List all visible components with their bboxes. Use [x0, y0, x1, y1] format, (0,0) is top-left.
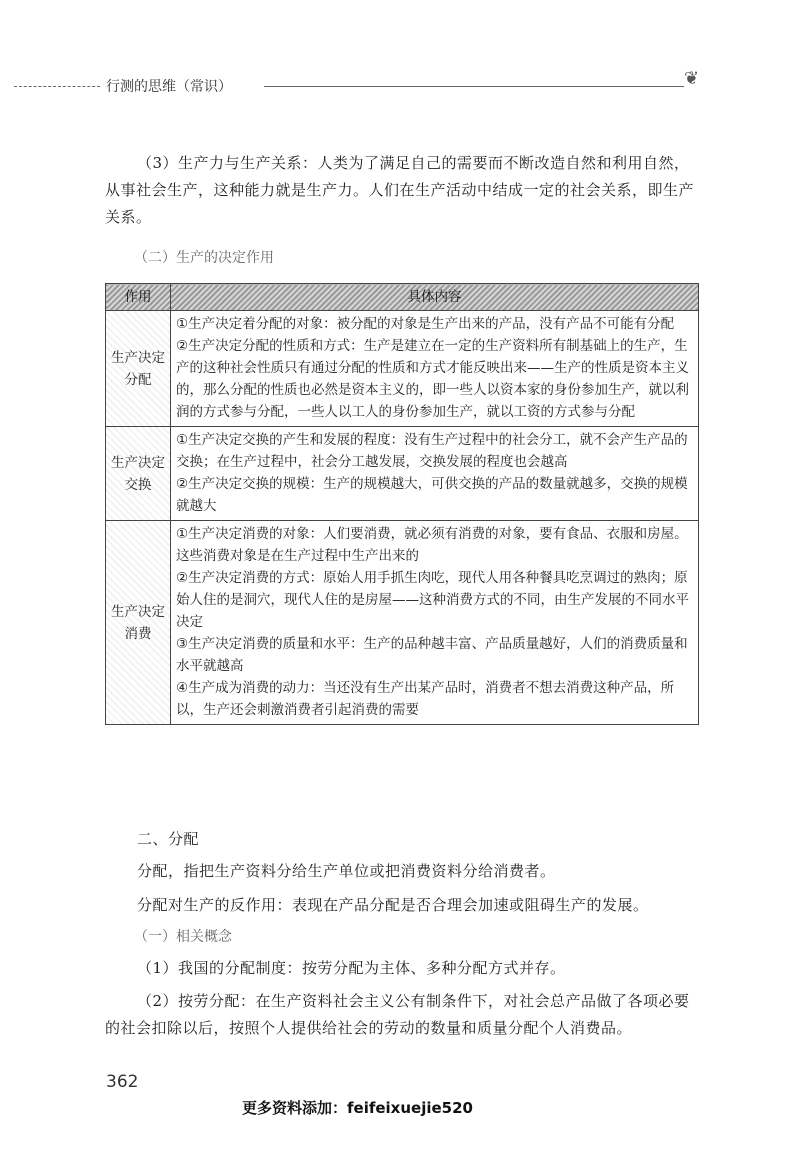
- table-row: [106, 521, 699, 725]
- table-point: ②生产决定消费的方式：原始人用手抓生肉吃，现代人用各种餐具吃烹调过的熟肉；原始人住的是洞穴，现代人住的是房屋——这种消费方式的不同，由生产发展的不同水平决定: [176, 570, 689, 630]
- table-cell-content: [171, 427, 699, 521]
- table-point: ①生产决定消费的对象：人们要消费，就必须有消费的对象，要有食品、衣服和房屋。这些消费对象是在生产过程中生产出来的: [176, 526, 688, 564]
- page-number: 362: [106, 1072, 139, 1092]
- leaf-ornament-icon: ❦: [684, 68, 700, 89]
- section-heading-distribution: 二、分配: [137, 830, 200, 848]
- running-header: [14, 68, 714, 98]
- table-cell-content: [171, 521, 699, 725]
- table-point: ②生产决定分配的性质和方式：生产是建立在一定的生产资料所有制基础上的生产，生产的这种社会性质只有通过分配的性质和方式才能反映出来——生产的性质是资本主义的，那么分配的性质也必然是资本主义的，即一些人以资本家的身份参加生产，就以利润的方式参与分配，一些人以工人的身份参加生产，就以工资的方式参与分配: [176, 338, 689, 420]
- production-effects-table: [105, 283, 699, 725]
- subsection-heading-concepts: （一）相关概念: [134, 929, 232, 945]
- table-point: ③生产决定消费的质量和水平：生产的品种越丰富、产品质量越好，人们的消费质量和水平就越高: [176, 636, 688, 674]
- table-header-role: 作用: [106, 284, 171, 311]
- paragraph-distribution-system: （1）我国的分配制度：按劳分配为主体、多种分配方式并存。: [137, 959, 566, 977]
- footer-note: 更多资料添加：feifeixuejie520: [242, 1099, 473, 1117]
- table-cell-aspect: 生产决定分配: [106, 311, 171, 427]
- table-row: [106, 311, 699, 427]
- table-cell-content: [171, 311, 699, 427]
- header-rule-left: [14, 86, 100, 87]
- paragraph-distribution-by-labor: （2）按劳分配：在生产资料社会主义公有制条件下，对社会总产品做了各项必要的社会扣除以后，按照个人提供给社会的劳动的数量和质量分配个人消费品。: [105, 992, 690, 1037]
- paragraph-distribution-definition: 分配，指把生产资料分给生产单位或把消费资料分给消费者。: [137, 862, 556, 880]
- table-cell-aspect: 生产决定消费: [106, 521, 171, 725]
- table-point: ④生产成为消费的动力：当还没有生产出某产品时，消费者不想去消费这种产品，所以，生产还会刺激消费者引起消费的需要: [176, 680, 675, 718]
- header-rule-right: [264, 86, 684, 87]
- table-row: [106, 427, 699, 521]
- subsection-heading-decisive-role: （二）生产的决定作用: [134, 250, 274, 266]
- paragraph-productivity: （3）生产力与生产关系：人类为了满足自己的需要而不断改造自然和利用自然，从事社会生产，这种能力就是生产力。人们在生产活动中结成一定的社会关系，即生产关系。: [105, 154, 695, 226]
- header-title: 行测的思维（常识）: [106, 79, 232, 95]
- paragraph-distribution-reaction: 分配对生产的反作用：表现在产品分配是否合理会加速或阻碍生产的发展。: [137, 896, 649, 914]
- table-point: ①生产决定交换的产生和发展的程度：没有生产过程中的社会分工，就不会产生产品的交换；在生产过程中，社会分工越发展，交换发展的程度也会越高: [176, 432, 688, 470]
- table-point: ①生产决定着分配的对象：被分配的对象是生产出来的产品，没有产品不可能有分配: [176, 316, 675, 332]
- table-header-row: [106, 284, 699, 311]
- table-header-content: 具体内容: [171, 284, 699, 311]
- table-cell-aspect: 生产决定交换: [106, 427, 171, 521]
- table-point: ②生产决定交换的规模：生产的规模越大，可供交换的产品的数量就越多，交换的规模就越大: [176, 476, 688, 514]
